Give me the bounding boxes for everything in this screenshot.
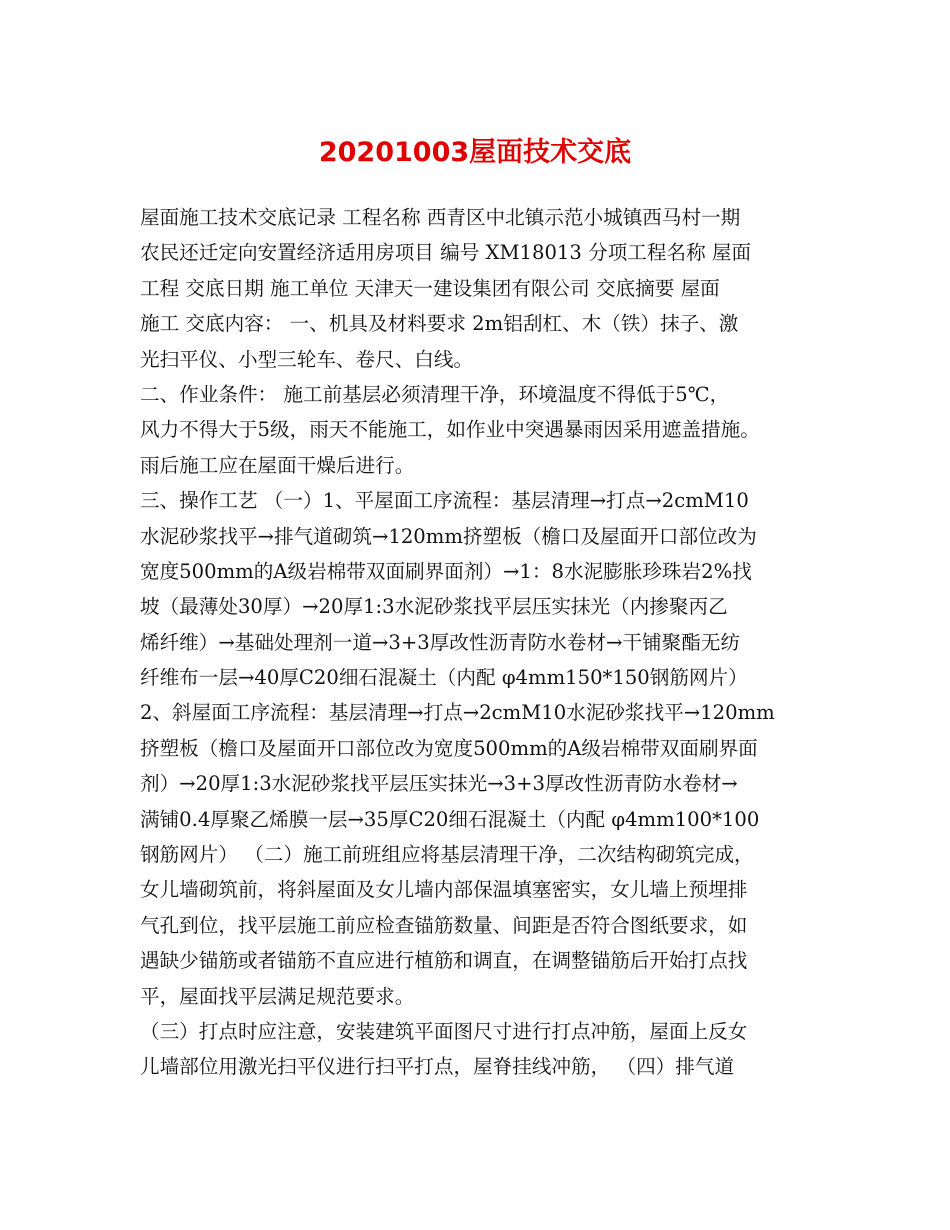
body-line: 雨后施工应在屋面干燥后进行。 xyxy=(140,453,415,477)
body-line: 气孔到位，找平层施工前应检查锚筋数量、间距是否符合图纸要求，如 xyxy=(140,913,748,937)
body-line: 三、操作工艺 （一）1、平屋面工序流程：基层清理→打点→2cmM10 xyxy=(140,489,749,513)
body-line: 儿墙部位用激光扫平仪进行扫平打点，屋脊挂线冲筋， （四）排气道 xyxy=(140,1055,735,1079)
body-line: 满铺0.4厚聚乙烯膜一层→35厚C20细石混凝土（内配 φ4mm100*100 xyxy=(140,807,760,831)
body-line: 钢筋网片） （二）施工前班组应将基层清理干净，二次结构砌筑完成， xyxy=(140,843,754,867)
body-line: 风力不得大于5级，雨天不能施工，如作业中突遇暴雨因采用遮盖措施。 xyxy=(140,418,760,442)
body-line: 屋面施工技术交底记录 工程名称 西青区中北镇示范小城镇西马村一期 xyxy=(140,206,741,229)
body-line: 水泥砂浆找平→排气道砌筑→120mm挤塑板（檐口及屋面开口部位改为 xyxy=(140,524,757,548)
body-line: 遇缺少锚筋或者锚筋不直应进行植筋和调直，在调整锚筋后开始打点找 xyxy=(140,949,748,973)
body-line: 光扫平仪、小型三轮车、卷尺、白线。 xyxy=(140,347,474,371)
body-line: 农民还迁定向安置经济适用房项目 编号 XM18013 分项工程名称 屋面 xyxy=(140,241,752,265)
body-line: 烯纤维）→基础处理剂一道→3+3厚改性沥青防水卷材→干铺聚酯无纺 xyxy=(140,630,741,654)
body-line: 纤维布一层→40厚C20细石混凝土（内配 φ4mm150*150钢筋网片） xyxy=(140,666,748,690)
body-line: 工程 交底日期 施工单位 天津天一建设集团有限公司 交底摘要 屋面 xyxy=(140,276,720,300)
document-body xyxy=(140,200,822,1085)
body-line: 平，屋面找平层满足规范要求。 xyxy=(140,984,415,1008)
body-line: 坡（最薄处30厚）→20厚1:3水泥砂浆找平层压实抹光（内掺聚丙乙 xyxy=(140,595,728,619)
body-line: 女儿墙砌筑前，将斜屋面及女儿墙内部保温填塞密实，女儿墙上预埋排 xyxy=(140,878,748,902)
body-line: 挤塑板（檐口及屋面开口部位改为宽度500mm的A级岩棉带双面刷界面 xyxy=(140,736,758,760)
document-title: 20201003屋面技术交底 xyxy=(318,137,632,168)
body-line: 剂）→20厚1:3水泥砂浆找平层压实抹光→3+3厚改性沥青防水卷材→ xyxy=(140,772,738,796)
body-line: 二、作业条件： 施工前基层必须清理干净，环境温度不得低于5℃， xyxy=(140,382,730,406)
body-line: 施工 交底内容： 一、机具及材料要求 2m铝刮杠、木（铁）抹子、激 xyxy=(140,312,739,336)
body-line: 2、斜屋面工序流程：基层清理→打点→2cmM10水泥砂浆找平→120mm xyxy=(140,701,775,725)
body-line: 宽度500mm的A级岩棉带双面刷界面剂）→1：8水泥膨胀珍珠岩2%找 xyxy=(140,559,752,583)
body-line: （三）打点时应注意，安装建筑平面图尺寸进行打点冲筋，屋面上反女 xyxy=(140,1019,748,1043)
